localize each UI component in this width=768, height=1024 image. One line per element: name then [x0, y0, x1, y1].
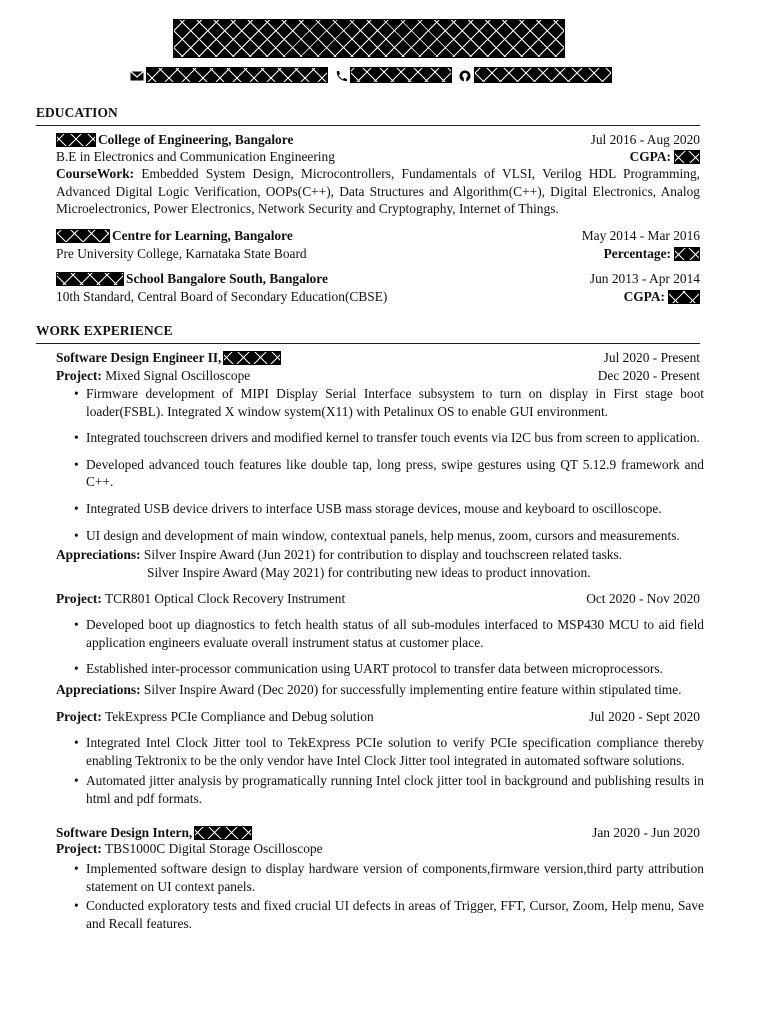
job2-project-name: TBS1000C Digital Storage Oscilloscope	[104, 841, 323, 856]
edu1-score-label: CGPA:	[629, 149, 671, 164]
list-item: • Implemented software design to display hardware version of components,firmware version,third party attribution statement on UI context panels.	[56, 860, 704, 895]
list-item: • Integrated USB device drivers to interface USB mass storage devices, mouse and keyboard to oscilloscope.	[56, 500, 704, 518]
edu1-school-redaction	[56, 133, 96, 147]
job1-project3-row	[56, 708, 700, 726]
appreciation-3: Silver Inspire Award (Dec 2020) for successfully implementing entire feature within stipulated time.	[143, 682, 682, 697]
project2-bullets	[56, 616, 704, 678]
job1-company-redaction	[223, 351, 281, 365]
edu2-school-redaction	[56, 229, 110, 243]
edu1-header	[56, 131, 700, 149]
edu3-degree-row	[56, 288, 700, 306]
job2-dates: Jan 2020 - Jun 2020	[592, 825, 700, 840]
list-item: • Developed boot up diagnostics to fetch health status of all sub-modules interfaced to MSP430 MCU to aid field application engineers evaluate overall instrument status at customer place.	[56, 616, 704, 651]
job2-role: Software Design Intern,	[56, 825, 193, 840]
job2-header	[56, 824, 700, 842]
edu3-score-label: CGPA:	[623, 289, 665, 304]
job1-project1-row	[56, 367, 700, 385]
edu1-score-redaction	[674, 150, 700, 164]
education-heading: EDUCATION	[36, 105, 118, 120]
edu1-dates: Jul 2016 - Aug 2020	[590, 132, 700, 147]
appreciation-1: Silver Inspire Award (Jun 2021) for contribution to display and touchscreen related tasks.	[143, 547, 623, 562]
job1-dates: Jul 2020 - Present	[603, 350, 700, 365]
edu2-score-redaction	[674, 247, 700, 261]
edu2-header	[56, 227, 700, 245]
project-label: Project:	[56, 368, 102, 383]
envelope-icon	[130, 69, 144, 81]
project-label: Project:	[56, 841, 102, 856]
phone-icon	[334, 69, 348, 81]
job2-project-row	[56, 840, 700, 858]
list-item: • UI design and development of main window, contextual panels, help menus, zoom, cursors and measurements.	[56, 527, 704, 545]
coursework-label: CourseWork:	[56, 166, 135, 181]
edu2-dates: May 2014 - Mar 2016	[581, 228, 700, 243]
edu2-school: Centre for Learning, Bangalore	[112, 228, 293, 243]
edu2-degree: Pre University College, Karnataka State Board	[56, 246, 307, 261]
edu2-degree-row	[56, 245, 700, 263]
name-redaction	[173, 19, 565, 58]
edu1-coursework	[56, 165, 700, 218]
project-label: Project:	[56, 591, 102, 606]
github-redaction	[474, 67, 612, 83]
edu1-school: College of Engineering, Bangalore	[98, 132, 294, 147]
job1-role: Software Design Engineer II,	[56, 350, 222, 365]
project3-bullets	[56, 734, 704, 807]
edu3-header	[56, 270, 700, 288]
project1-dates: Dec 2020 - Present	[597, 368, 700, 383]
list-item: • Integrated touchscreen drivers and modified kernel to transfer touch events via I2C bus from screen to application.	[56, 429, 704, 447]
edu1-degree-row	[56, 148, 700, 166]
project2-name: TCR801 Optical Clock Recovery Instrument	[104, 591, 346, 606]
edu1-degree: B.E in Electronics and Communication Engineering	[56, 149, 335, 164]
list-item: • Established inter-processor communication using UART protocol to transfer data between microprocessors.	[56, 660, 704, 678]
list-item: • Conducted exploratory tests and fixed crucial UI defects in areas of Trigger, FFT, Cursor, Zoom, Help menu, Save and Recall features.	[56, 897, 704, 932]
appreciations-label: Appreciations:	[56, 682, 141, 697]
appreciations-label: Appreciations:	[56, 547, 141, 562]
appreciation-2: Silver Inspire Award (May 2021) for contributing new ideas to product innovation.	[147, 564, 591, 580]
list-item: • Firmware development of MIPI Display Serial Interface subsystem to turn on display in First stage boot loader(FSBL). Integrated X window system(X11) with Petalinux OS to enable GUI environment.	[56, 385, 704, 420]
list-item: • Developed advanced touch features like double tap, long press, swipe gestures using QT 5.12.9 framework and C++.	[56, 456, 704, 491]
list-item: • Automated jitter analysis by programatically running Intel clock jitter tool in background and publishing results in html and pdf formats.	[56, 772, 704, 807]
project2-appreciations	[56, 681, 716, 699]
job2-company-redaction	[194, 826, 252, 840]
phone-redaction	[350, 67, 452, 83]
project2-dates: Oct 2020 - Nov 2020	[586, 591, 700, 606]
job1-project2-row	[56, 590, 700, 608]
list-item: • Integrated Intel Clock Jitter tool to TekExpress PCIe solution to verify PCIe specification compliance thereby enabling Tektronix to be the only vendor have Intel Clock Jitter tool integrated in automated software solutions.	[56, 734, 704, 769]
github-icon	[458, 69, 472, 81]
edu3-score-redaction	[668, 290, 700, 304]
work-rule	[36, 343, 700, 344]
edu3-school: School Bangalore South, Bangalore	[126, 271, 328, 286]
job1-header	[56, 349, 700, 367]
edu2-score-label: Percentage:	[603, 246, 671, 261]
work-heading: WORK EXPERIENCE	[36, 323, 173, 338]
edu3-degree: 10th Standard, Central Board of Secondary Education(CBSE)	[56, 289, 388, 304]
coursework-text: Embedded System Design, Microcontrollers, Fundamentals of VLSI, Verilog HDL Programming, Advanced Digital Logic Verification, OOPs(C++), Data Structures and Algorithm(C++), Digital Electronics, Analog Microelectronics, Power Electronics, Network Security and Cryptography, Internet of Things.	[56, 166, 700, 217]
job2-bullets	[56, 860, 704, 932]
email-redaction	[146, 67, 328, 83]
project3-name: TekExpress PCIe Compliance and Debug solution	[104, 709, 374, 724]
project1-appreciations	[56, 546, 716, 581]
contact-row	[130, 66, 618, 84]
project1-name: Mixed Signal Oscilloscope	[105, 368, 251, 383]
edu3-dates: Jun 2013 - Apr 2014	[589, 271, 700, 286]
edu3-school-redaction	[56, 272, 124, 286]
education-rule	[36, 125, 700, 126]
project1-bullets	[56, 385, 704, 544]
project3-dates: Jul 2020 - Sept 2020	[589, 709, 700, 724]
project-label: Project:	[56, 709, 102, 724]
